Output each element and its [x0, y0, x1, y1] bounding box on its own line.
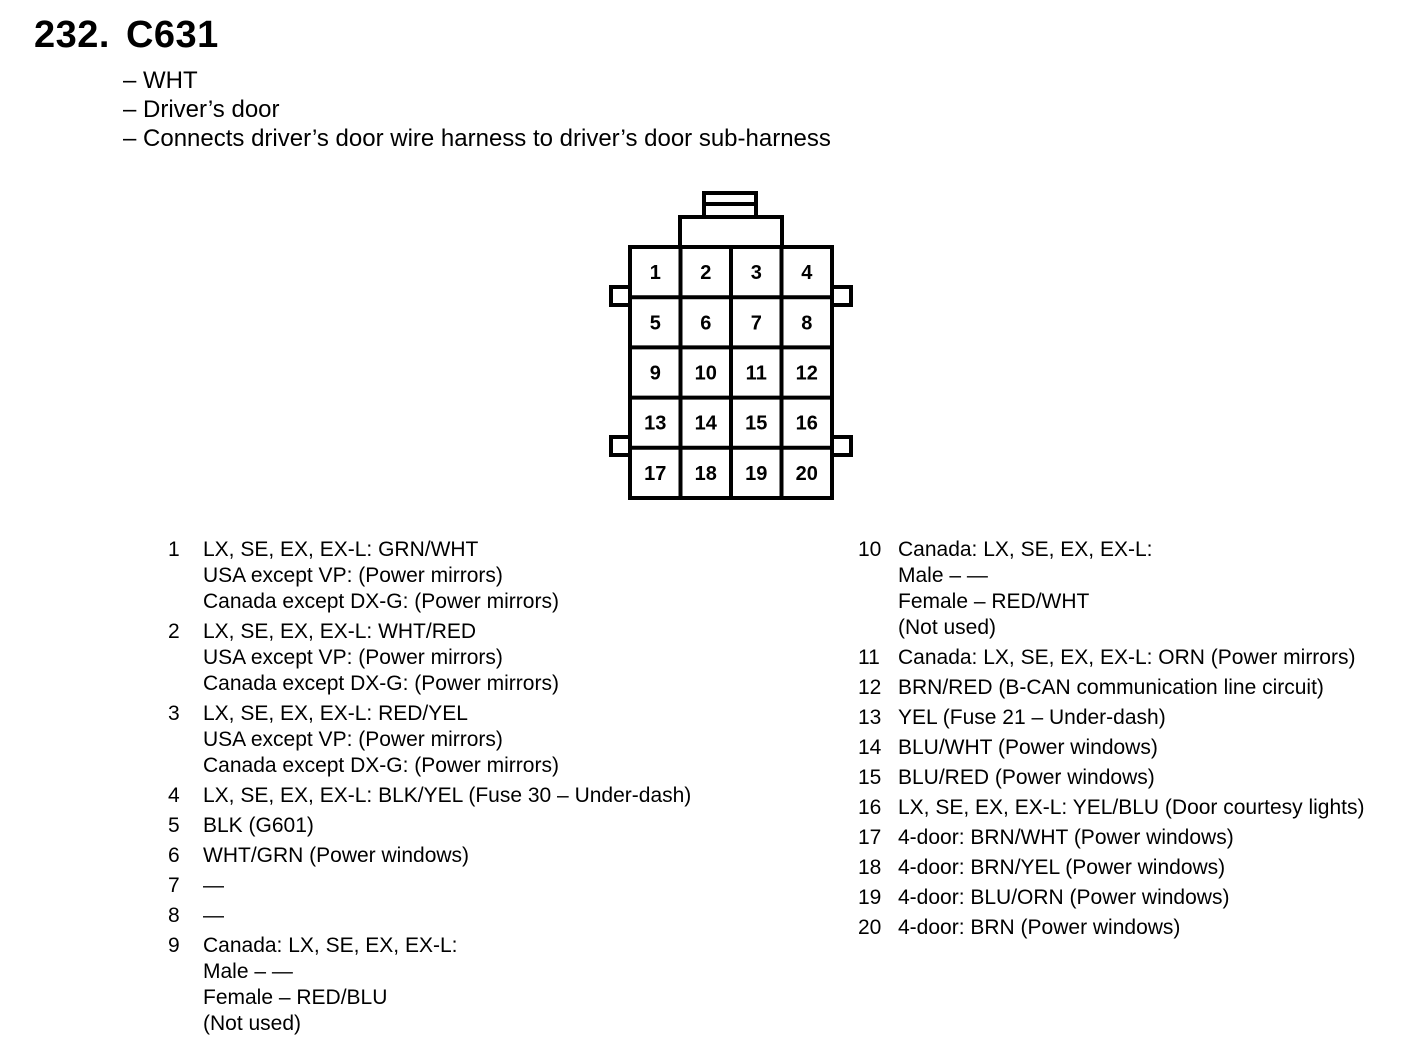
pin-description-line: 4-door: BRN/WHT (Power windows) — [898, 826, 1234, 849]
pin-description — [898, 675, 1324, 701]
side-tab-right-bottom — [832, 437, 851, 455]
pin-number: 5 — [168, 814, 180, 837]
pin-description — [203, 933, 457, 1037]
pin-description-line: Male – — — [898, 564, 988, 587]
pin-description — [203, 701, 559, 779]
pin-description-line: — — [203, 904, 224, 927]
pin-number: 6 — [168, 844, 180, 867]
pin-number: 15 — [858, 766, 882, 789]
pin-description-line: 4-door: BRN/YEL (Power windows) — [898, 856, 1226, 879]
connector-pin-14: 14 — [694, 412, 717, 435]
pin-description-line: USA except VP: (Power mirrors) — [203, 728, 503, 751]
connector-pin-20: 20 — [795, 462, 818, 485]
pin-description-line: 4-door: BLU/ORN (Power windows) — [898, 886, 1230, 909]
pin-number: 4 — [168, 784, 180, 807]
pin-description — [898, 885, 1229, 911]
connector-pin-18: 18 — [694, 462, 717, 485]
pin-entry — [858, 735, 1364, 761]
pin-description-line: BLK (G601) — [203, 814, 314, 837]
pin-entry — [168, 843, 691, 869]
pin-description — [898, 537, 1152, 641]
pin-number: 19 — [858, 886, 882, 909]
connector-face — [608, 190, 854, 502]
connector-pin-9: 9 — [649, 362, 661, 385]
pin-description-line: Canada: LX, SE, EX, EX-L: ORN (Power mirrors) — [898, 646, 1356, 669]
pin-entry — [168, 933, 691, 1037]
pin-description — [203, 843, 469, 869]
pin-description-line: 4-door: BRN (Power windows) — [898, 916, 1181, 939]
pin-description — [898, 765, 1155, 791]
section-number: 232. — [34, 14, 110, 56]
pin-description-line: BLU/RED (Power windows) — [898, 766, 1155, 789]
pin-entry — [858, 915, 1364, 941]
pin-entry — [858, 705, 1364, 731]
pin-entry — [858, 825, 1364, 851]
connector-pin-19: 19 — [745, 462, 768, 485]
pin-description — [898, 795, 1364, 821]
pin-number: 20 — [858, 916, 882, 939]
pin-description-line: Female – RED/WHT — [898, 590, 1090, 613]
pin-description-line: (Not used) — [203, 1012, 302, 1035]
connector-pin-3: 3 — [750, 262, 762, 285]
pin-number: 7 — [168, 874, 180, 897]
pin-entry — [168, 619, 691, 697]
pin-description-line: USA except VP: (Power mirrors) — [203, 646, 503, 669]
connector-pin-4: 4 — [801, 262, 813, 285]
connector-pin-15: 15 — [745, 412, 768, 435]
pin-number: 17 — [858, 826, 882, 849]
pin-description-line: BLU/WHT (Power windows) — [898, 736, 1158, 759]
connector-pin-13: 13 — [644, 412, 667, 435]
connector-pin-10: 10 — [694, 362, 717, 385]
pin-number: 18 — [858, 856, 882, 879]
pin-description-line: LX, SE, EX, EX-L: WHT/RED — [203, 620, 477, 643]
pin-entry — [858, 795, 1364, 821]
pin-description — [203, 873, 224, 899]
connector-pin-8: 8 — [801, 312, 813, 335]
connector-pin-6: 6 — [700, 312, 712, 335]
pin-description-line: LX, SE, EX, EX-L: YEL/BLU (Door courtesy lights) — [898, 796, 1365, 819]
connector-pin-1: 1 — [649, 262, 661, 285]
page-title — [34, 14, 219, 57]
pin-number: 12 — [858, 676, 882, 699]
pin-description-line: Canada: LX, SE, EX, EX-L: — [898, 538, 1153, 561]
pin-description — [898, 915, 1180, 941]
pin-description-line: Canada: LX, SE, EX, EX-L: — [203, 934, 458, 957]
pin-number: 1 — [168, 538, 180, 561]
pin-entry — [168, 701, 691, 779]
pin-number: 2 — [168, 620, 180, 643]
pin-description-line: BRN/RED (B-CAN communication line circuit) — [898, 676, 1324, 699]
pin-entry — [858, 537, 1364, 641]
connector-id: C631 — [125, 14, 219, 56]
pin-description-line: YEL (Fuse 21 – Under-dash) — [898, 706, 1166, 729]
pin-description-line: (Not used) — [898, 616, 997, 639]
pin-description-line: Canada except DX-G: (Power mirrors) — [203, 590, 559, 613]
pin-description-line: WHT/GRN (Power windows) — [203, 844, 470, 867]
pin-description-line: — — [203, 874, 224, 897]
pin-entry — [858, 855, 1364, 881]
pin-entry — [168, 813, 691, 839]
pin-description — [203, 537, 559, 615]
pin-number: 16 — [858, 796, 882, 819]
pin-description-line: Canada except DX-G: (Power mirrors) — [203, 672, 559, 695]
connector-pin-7: 7 — [750, 312, 762, 335]
connector-diagram — [608, 190, 854, 502]
pin-description-line: USA except VP: (Power mirrors) — [203, 564, 503, 587]
side-tab-left-bottom — [611, 437, 630, 455]
connector-pin-5: 5 — [649, 312, 661, 335]
pin-description — [203, 903, 224, 929]
pin-description — [203, 783, 691, 809]
pin-description-line: Female – RED/BLU — [203, 986, 388, 1009]
pin-list-right — [858, 537, 1364, 945]
pin-number: 14 — [858, 736, 882, 759]
side-tab-right-top — [832, 287, 851, 305]
pin-description-line: LX, SE, EX, EX-L: BLK/YEL (Fuse 30 – Under-dash) — [203, 784, 692, 807]
pin-entry — [858, 645, 1364, 671]
side-tab-left-top — [611, 287, 630, 305]
pin-description — [898, 645, 1355, 671]
connector-pin-11: 11 — [745, 362, 767, 385]
pin-description — [203, 619, 559, 697]
pin-description — [203, 813, 314, 839]
pin-number: 3 — [168, 702, 180, 725]
connector-description — [123, 66, 831, 153]
pin-number: 11 — [858, 646, 880, 669]
pin-description — [898, 705, 1166, 731]
connector-pin-16: 16 — [795, 412, 818, 435]
connector-pin-2: 2 — [700, 262, 712, 285]
connector-pin-12: 12 — [795, 362, 818, 385]
pin-number: 9 — [168, 934, 180, 957]
pin-entry — [858, 765, 1364, 791]
pin-description — [898, 855, 1225, 881]
description-function: – Connects driver’s door wire harness to driver’s door sub-harness — [123, 125, 831, 152]
pin-description — [898, 735, 1158, 761]
pin-entry — [858, 885, 1364, 911]
pin-entry — [858, 675, 1364, 701]
pin-description-line: LX, SE, EX, EX-L: RED/YEL — [203, 702, 468, 725]
pin-description-line: Male – — — [203, 960, 293, 983]
description-color: – WHT — [123, 67, 198, 94]
pin-number: 8 — [168, 904, 180, 927]
latch-housing — [680, 217, 782, 247]
pin-description-line: Canada except DX-G: (Power mirrors) — [203, 754, 559, 777]
pin-description — [898, 825, 1234, 851]
pin-number: 13 — [858, 706, 882, 729]
pin-entry — [168, 873, 691, 899]
pin-entry — [168, 783, 691, 809]
pin-entry — [168, 537, 691, 615]
description-location: – Driver’s door — [123, 96, 280, 123]
pin-list-left — [168, 537, 691, 1041]
pin-entry — [168, 903, 691, 929]
pin-number: 10 — [858, 538, 882, 561]
pin-description-line: LX, SE, EX, EX-L: GRN/WHT — [203, 538, 479, 561]
connector-pin-17: 17 — [644, 462, 667, 485]
